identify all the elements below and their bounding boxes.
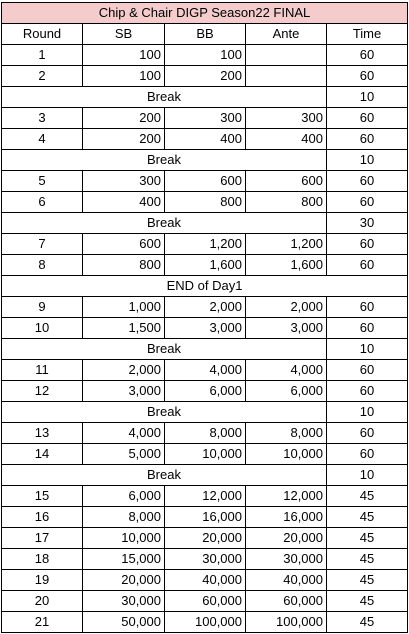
level-row bbox=[2, 318, 408, 339]
bb-cell[interactable]: 8,000 bbox=[165, 423, 246, 444]
time-cell[interactable]: 45 bbox=[327, 591, 408, 612]
time-cell[interactable]: 45 bbox=[327, 528, 408, 549]
level-row bbox=[2, 192, 408, 213]
round-cell[interactable]: 2 bbox=[2, 66, 83, 87]
time-cell[interactable]: 60 bbox=[327, 318, 408, 339]
time-cell[interactable]: 10 bbox=[327, 402, 408, 423]
sb-cell[interactable]: 20,000 bbox=[83, 570, 165, 591]
bb-cell[interactable]: 400 bbox=[165, 129, 246, 150]
header-ante[interactable]: Ante bbox=[246, 24, 327, 45]
sb-cell[interactable]: 100 bbox=[83, 66, 165, 87]
time-cell[interactable]: 60 bbox=[327, 360, 408, 381]
time-cell[interactable]: 30 bbox=[327, 213, 408, 234]
round-cell[interactable]: 6 bbox=[2, 192, 83, 213]
sb-cell[interactable]: 8,000 bbox=[83, 507, 165, 528]
sb-cell[interactable]: 200 bbox=[83, 129, 165, 150]
sb-cell[interactable]: 1,000 bbox=[83, 297, 165, 318]
round-cell[interactable]: 17 bbox=[2, 528, 83, 549]
sb-cell[interactable]: 200 bbox=[83, 108, 165, 129]
level-row bbox=[2, 486, 408, 507]
round-cell[interactable]: 5 bbox=[2, 171, 83, 192]
level-row bbox=[2, 66, 408, 87]
bb-cell[interactable]: 300 bbox=[165, 108, 246, 129]
bb-cell[interactable]: 60,000 bbox=[165, 591, 246, 612]
sb-cell[interactable]: 1,500 bbox=[83, 318, 165, 339]
header-time[interactable]: Time bbox=[327, 24, 408, 45]
time-cell[interactable]: 60 bbox=[327, 234, 408, 255]
round-cell[interactable]: 12 bbox=[2, 381, 83, 402]
round-cell[interactable]: 16 bbox=[2, 507, 83, 528]
level-row bbox=[2, 591, 408, 612]
break-row bbox=[2, 213, 408, 234]
round-cell[interactable]: 8 bbox=[2, 255, 83, 276]
blind-structure-table bbox=[1, 2, 408, 633]
header-round[interactable]: Round bbox=[2, 24, 83, 45]
level-row bbox=[2, 360, 408, 381]
sb-cell[interactable]: 3,000 bbox=[83, 381, 165, 402]
time-cell[interactable]: 45 bbox=[327, 486, 408, 507]
time-cell[interactable]: 60 bbox=[327, 423, 408, 444]
break-row bbox=[2, 87, 408, 108]
header-sb[interactable]: SB bbox=[83, 24, 165, 45]
level-row bbox=[2, 297, 408, 318]
bb-cell[interactable]: 4,000 bbox=[165, 360, 246, 381]
time-cell[interactable]: 45 bbox=[327, 507, 408, 528]
time-cell[interactable]: 60 bbox=[327, 444, 408, 465]
ante-cell[interactable]: 1,600 bbox=[246, 255, 327, 276]
time-cell[interactable]: 10 bbox=[327, 465, 408, 486]
header-row bbox=[2, 24, 408, 45]
level-row bbox=[2, 234, 408, 255]
ante-cell[interactable] bbox=[246, 66, 327, 87]
ante-cell[interactable]: 1,200 bbox=[246, 234, 327, 255]
time-cell[interactable]: 60 bbox=[327, 108, 408, 129]
level-row bbox=[2, 570, 408, 591]
round-cell[interactable]: 15 bbox=[2, 486, 83, 507]
level-row bbox=[2, 108, 408, 129]
time-cell[interactable]: 45 bbox=[327, 612, 408, 633]
break-label-cell[interactable]: Break bbox=[2, 339, 327, 360]
header-bb[interactable]: BB bbox=[165, 24, 246, 45]
ante-cell[interactable]: 20,000 bbox=[246, 528, 327, 549]
bb-cell[interactable]: 20,000 bbox=[165, 528, 246, 549]
ante-cell[interactable]: 10,000 bbox=[246, 444, 327, 465]
bb-cell[interactable]: 200 bbox=[165, 66, 246, 87]
ante-cell[interactable]: 4,000 bbox=[246, 360, 327, 381]
level-row bbox=[2, 528, 408, 549]
blind-structure-sheet bbox=[1, 2, 407, 633]
time-cell[interactable]: 10 bbox=[327, 150, 408, 171]
ante-cell[interactable]: 400 bbox=[246, 129, 327, 150]
ante-cell[interactable]: 3,000 bbox=[246, 318, 327, 339]
title-row bbox=[2, 3, 408, 24]
round-cell[interactable]: 3 bbox=[2, 108, 83, 129]
bb-cell[interactable]: 1,600 bbox=[165, 255, 246, 276]
break-row bbox=[2, 402, 408, 423]
bb-cell[interactable]: 16,000 bbox=[165, 507, 246, 528]
round-cell[interactable]: 1 bbox=[2, 45, 83, 66]
sb-cell[interactable]: 30,000 bbox=[83, 591, 165, 612]
sb-cell[interactable]: 600 bbox=[83, 234, 165, 255]
round-cell[interactable]: 19 bbox=[2, 570, 83, 591]
break-label-cell[interactable]: Break bbox=[2, 213, 327, 234]
break-label-cell[interactable]: Break bbox=[2, 150, 327, 171]
level-row bbox=[2, 444, 408, 465]
bb-cell[interactable]: 100 bbox=[165, 45, 246, 66]
bb-cell[interactable]: 3,000 bbox=[165, 318, 246, 339]
bb-cell[interactable]: 40,000 bbox=[165, 570, 246, 591]
sb-cell[interactable]: 2,000 bbox=[83, 360, 165, 381]
ante-cell[interactable]: 600 bbox=[246, 171, 327, 192]
ante-cell[interactable]: 16,000 bbox=[246, 507, 327, 528]
time-cell[interactable]: 60 bbox=[327, 381, 408, 402]
ante-cell[interactable]: 30,000 bbox=[246, 549, 327, 570]
ante-cell[interactable]: 8,000 bbox=[246, 423, 327, 444]
ante-cell[interactable]: 800 bbox=[246, 192, 327, 213]
bb-cell[interactable]: 100,000 bbox=[165, 612, 246, 633]
sb-cell[interactable]: 6,000 bbox=[83, 486, 165, 507]
bb-cell[interactable]: 30,000 bbox=[165, 549, 246, 570]
round-cell[interactable]: 21 bbox=[2, 612, 83, 633]
round-cell[interactable]: 20 bbox=[2, 591, 83, 612]
time-cell[interactable]: 10 bbox=[327, 339, 408, 360]
time-cell[interactable]: 60 bbox=[327, 297, 408, 318]
round-cell[interactable]: 4 bbox=[2, 129, 83, 150]
time-cell[interactable]: 60 bbox=[327, 171, 408, 192]
time-cell[interactable]: 45 bbox=[327, 549, 408, 570]
sb-cell[interactable]: 400 bbox=[83, 192, 165, 213]
level-row bbox=[2, 549, 408, 570]
ante-cell[interactable]: 100,000 bbox=[246, 612, 327, 633]
bb-cell[interactable]: 1,200 bbox=[165, 234, 246, 255]
time-cell[interactable]: 10 bbox=[327, 87, 408, 108]
level-row bbox=[2, 381, 408, 402]
level-row bbox=[2, 171, 408, 192]
bb-cell[interactable]: 6,000 bbox=[165, 381, 246, 402]
break-row bbox=[2, 465, 408, 486]
end-of-day-cell[interactable]: END of Day1 bbox=[2, 276, 408, 297]
sb-cell[interactable]: 800 bbox=[83, 255, 165, 276]
level-row bbox=[2, 612, 408, 633]
sb-cell[interactable]: 4,000 bbox=[83, 423, 165, 444]
bb-cell[interactable]: 600 bbox=[165, 171, 246, 192]
ante-cell[interactable] bbox=[246, 45, 327, 66]
break-label-cell[interactable]: Break bbox=[2, 465, 327, 486]
level-row bbox=[2, 507, 408, 528]
bb-cell[interactable]: 800 bbox=[165, 192, 246, 213]
bb-cell[interactable]: 12,000 bbox=[165, 486, 246, 507]
end-of-day-row bbox=[2, 276, 408, 297]
ante-cell[interactable]: 12,000 bbox=[246, 486, 327, 507]
break-label-cell[interactable]: Break bbox=[2, 402, 327, 423]
round-cell[interactable]: 7 bbox=[2, 234, 83, 255]
time-cell[interactable]: 60 bbox=[327, 192, 408, 213]
round-cell[interactable]: 11 bbox=[2, 360, 83, 381]
ante-cell[interactable]: 6,000 bbox=[246, 381, 327, 402]
round-cell[interactable]: 10 bbox=[2, 318, 83, 339]
time-cell[interactable]: 45 bbox=[327, 570, 408, 591]
sb-cell[interactable]: 5,000 bbox=[83, 444, 165, 465]
break-row bbox=[2, 150, 408, 171]
round-cell[interactable]: 9 bbox=[2, 297, 83, 318]
sb-cell[interactable]: 15,000 bbox=[83, 549, 165, 570]
time-cell[interactable]: 60 bbox=[327, 66, 408, 87]
level-row bbox=[2, 129, 408, 150]
time-cell[interactable]: 60 bbox=[327, 129, 408, 150]
level-row bbox=[2, 45, 408, 66]
time-cell[interactable]: 60 bbox=[327, 255, 408, 276]
sheet-title[interactable]: Chip & Chair DIGP Season22 FINAL bbox=[2, 3, 408, 24]
sb-cell[interactable]: 300 bbox=[83, 171, 165, 192]
sb-cell[interactable]: 50,000 bbox=[83, 612, 165, 633]
ante-cell[interactable]: 40,000 bbox=[246, 570, 327, 591]
level-row bbox=[2, 423, 408, 444]
time-cell[interactable]: 60 bbox=[327, 45, 408, 66]
round-cell[interactable]: 18 bbox=[2, 549, 83, 570]
round-cell[interactable]: 13 bbox=[2, 423, 83, 444]
round-cell[interactable]: 14 bbox=[2, 444, 83, 465]
ante-cell[interactable]: 300 bbox=[246, 108, 327, 129]
bb-cell[interactable]: 10,000 bbox=[165, 444, 246, 465]
sb-cell[interactable]: 100 bbox=[83, 45, 165, 66]
ante-cell[interactable]: 2,000 bbox=[246, 297, 327, 318]
break-label-cell[interactable]: Break bbox=[2, 87, 327, 108]
sb-cell[interactable]: 10,000 bbox=[83, 528, 165, 549]
break-row bbox=[2, 339, 408, 360]
ante-cell[interactable]: 60,000 bbox=[246, 591, 327, 612]
bb-cell[interactable]: 2,000 bbox=[165, 297, 246, 318]
level-row bbox=[2, 255, 408, 276]
